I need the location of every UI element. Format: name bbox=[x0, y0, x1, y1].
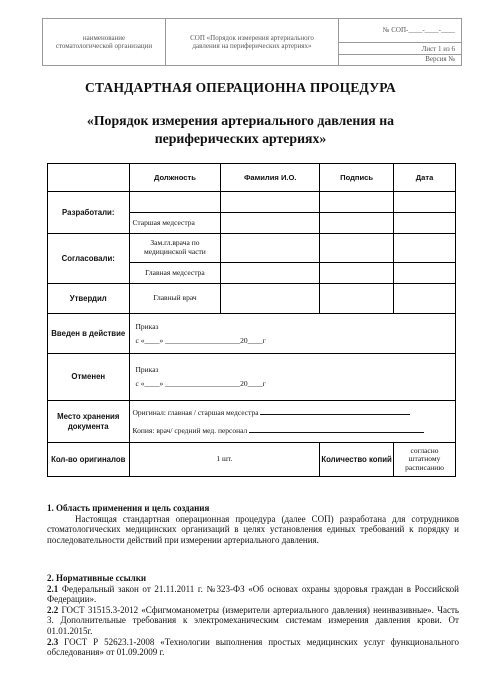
approval-table bbox=[47, 163, 456, 477]
cancelled-order-date: с «____» ____________________20____г bbox=[135, 379, 266, 388]
section-1-text: Настоящая стандартная операционная процедура (далее СОП) разработана для сотрудников стоматологических медицинских организаций в целях установления единых требований к порядку и последовательности действий при измерении артериального давления. bbox=[47, 513, 459, 545]
section-1 bbox=[47, 503, 459, 545]
table-header-row bbox=[48, 164, 456, 192]
agreed-position-1: Зам.гл.врача по медицинской части bbox=[129, 234, 221, 263]
sheet-version-cell bbox=[339, 43, 462, 66]
enacted-order-cell bbox=[129, 314, 456, 354]
sop-number-cell bbox=[339, 19, 462, 43]
storage-label: Место хранения документа bbox=[48, 401, 130, 443]
column-header-signature: Подпись bbox=[320, 164, 394, 192]
subtitle-line1: «Порядок измерения артериального давления на bbox=[86, 113, 395, 128]
org-name-line2: стоматологической организации bbox=[55, 42, 153, 50]
organization-cell bbox=[43, 19, 166, 66]
storage-cell bbox=[129, 401, 456, 443]
reference-2-2 bbox=[47, 605, 459, 637]
table-row bbox=[48, 192, 456, 213]
copy-underline bbox=[249, 424, 424, 433]
table-row bbox=[48, 314, 456, 354]
reference-2-1-number: 2.1 bbox=[47, 583, 59, 594]
reference-2-2-text: ГОСТ 31515.3-2012 «Сфигмоманометры (измерители артериального давления) неинвазивные». Часть 3. Дополнительные требования к электромеханическим системам измерения давления крови. От 01.01.2015г. bbox=[47, 604, 459, 636]
column-header-name: Фамилия И.О. bbox=[221, 164, 320, 192]
sop-name-line2: давления на периферических артериях» bbox=[192, 42, 312, 50]
storage-copy-text: Копия: врач/ средний мед. персонал bbox=[132, 425, 248, 435]
sop-name-cell bbox=[166, 19, 339, 66]
document-subtitle bbox=[0, 112, 481, 148]
table-row bbox=[48, 354, 456, 401]
cancelled-label: Отменен bbox=[48, 354, 130, 401]
storage-copy bbox=[133, 422, 453, 440]
column-header-date: Дата bbox=[394, 164, 456, 192]
column-header-position: Должность bbox=[129, 164, 221, 192]
reference-2-2-number: 2.2 bbox=[47, 604, 59, 615]
cancelled-order-cell bbox=[129, 354, 456, 401]
reference-2-3-text: ГОСТ Р 52623.1-2008 «Технологии выполнения простых медицинских услуг функционального обследования» от 01.09.2009 г. bbox=[47, 636, 459, 658]
sop-name-line1: СОП «Порядок измерения артериального bbox=[190, 33, 314, 42]
version-number: Версия № bbox=[339, 54, 461, 63]
reference-2-1 bbox=[47, 584, 459, 605]
agreed-label: Согласовали: bbox=[48, 234, 130, 284]
originals-count-value: 1 шт. bbox=[129, 443, 320, 477]
empty-header-cell bbox=[48, 164, 130, 192]
developed-empty-cell bbox=[129, 192, 221, 213]
sheet-number: Лист 1 из 6 bbox=[421, 45, 455, 54]
copies-count-label: Количество копий bbox=[320, 443, 394, 477]
copies-count-value: согласно штатному расписанию bbox=[394, 443, 456, 477]
enacted-label: Введен в действие bbox=[48, 314, 130, 354]
reference-2-3-number: 2.3 bbox=[47, 636, 59, 647]
enacted-order-date: с «____» ____________________20____г bbox=[135, 335, 266, 345]
document-title: СТАНДАРТНАЯ ОПЕРАЦИОННА ПРОЦЕДУРА bbox=[85, 80, 396, 95]
section-2-heading: 2. Нормативные ссылки bbox=[47, 573, 147, 583]
approved-label: Утвердил bbox=[48, 284, 130, 314]
storage-original bbox=[133, 404, 453, 422]
table-row bbox=[48, 401, 456, 443]
cancelled-order-label: Приказ bbox=[135, 365, 159, 374]
originals-count-label: Кол-во оригиналов bbox=[48, 443, 130, 477]
section-1-heading: 1. Область применения и цель создания bbox=[47, 503, 210, 513]
document-header bbox=[42, 18, 462, 66]
approved-position: Главный врач bbox=[129, 284, 221, 314]
section-2 bbox=[47, 573, 459, 658]
table-row bbox=[48, 284, 456, 314]
enacted-order-label: Приказ bbox=[135, 321, 159, 331]
org-name-line1: наименование bbox=[82, 33, 126, 42]
developed-position: Старшая медсестра bbox=[129, 213, 221, 234]
agreed-position-2: Главная медсестра bbox=[129, 263, 221, 284]
storage-original-text: Оригинал: главная / старшая медсестра bbox=[132, 407, 259, 417]
sop-number: № СОП-____-____-____ bbox=[382, 26, 455, 35]
original-underline bbox=[260, 406, 410, 415]
subtitle-line2: периферических артериях» bbox=[154, 131, 327, 146]
reference-2-1-text: Федеральный закон от 21.11.2011 г. №323-ФЗ «Об основах охраны здоровья граждан в Российской Федерации». bbox=[47, 583, 459, 605]
table-row bbox=[48, 443, 456, 477]
reference-2-3 bbox=[47, 637, 459, 658]
developed-label: Разработали: bbox=[48, 192, 130, 234]
table-row bbox=[48, 234, 456, 263]
